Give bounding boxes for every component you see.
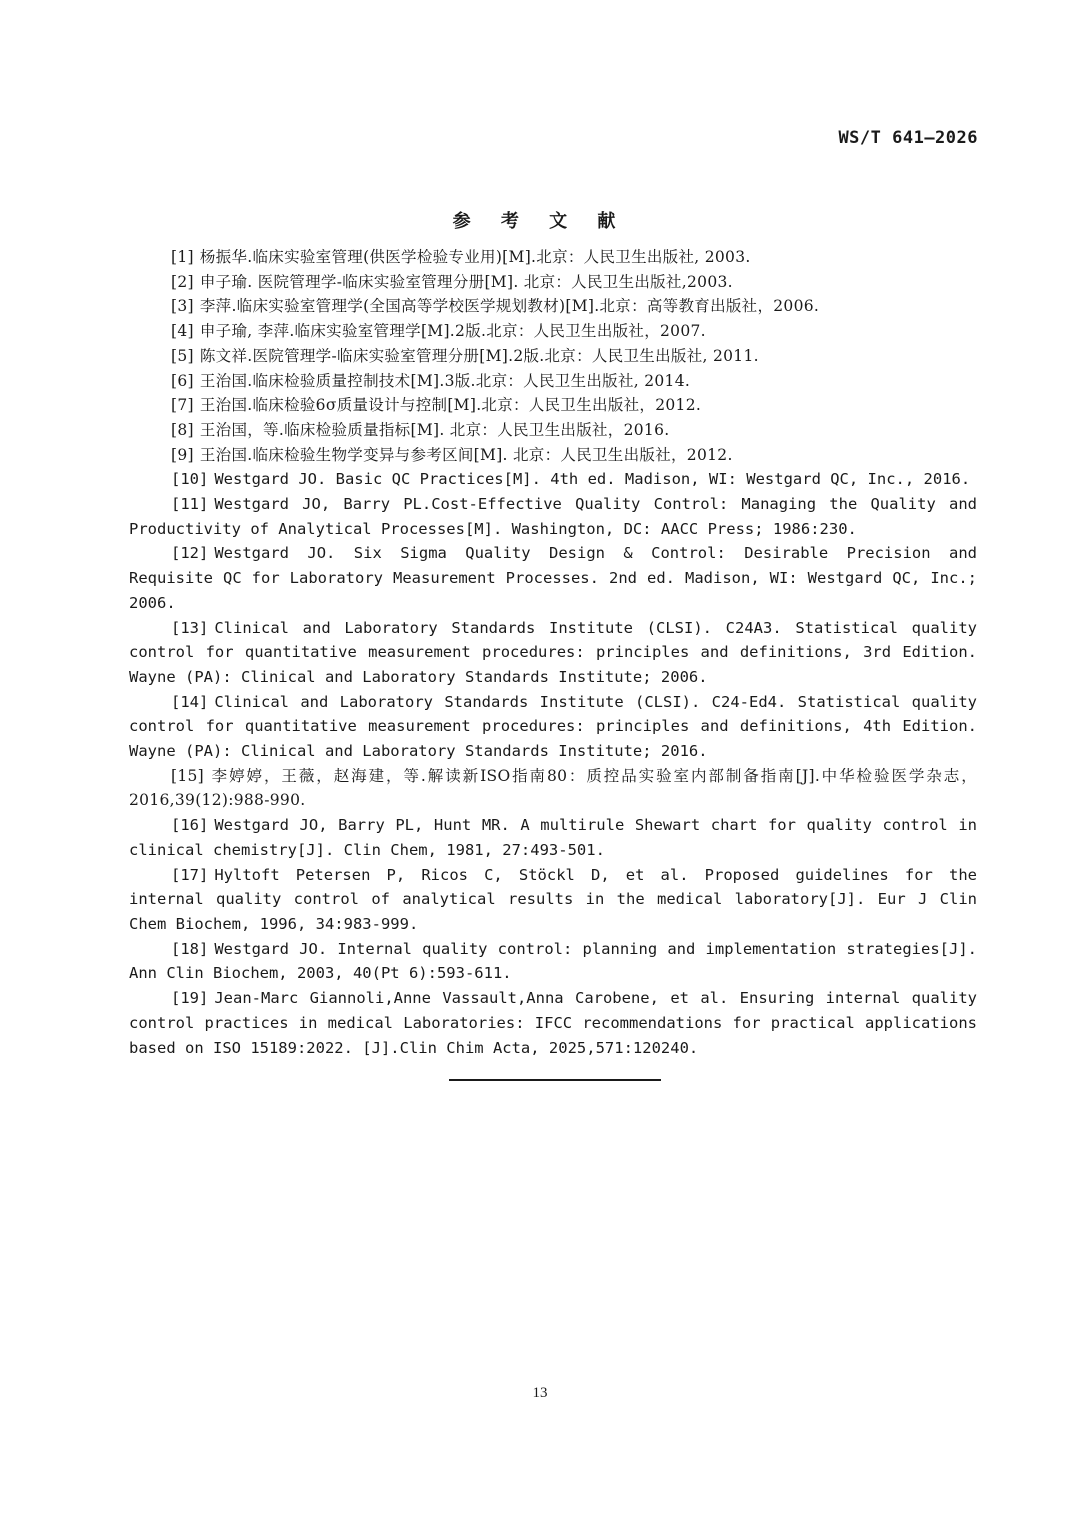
reference-item xyxy=(129,319,977,344)
standard-code: WS/T 641—2026 xyxy=(838,128,978,148)
reference-item xyxy=(129,690,977,764)
reference-label: [17] xyxy=(171,865,209,884)
reference-text: 李萍.临床实验室管理学(全国高等学校医学规划教材)[M].北京：高等教育出版社，2006. xyxy=(199,297,820,316)
reference-item xyxy=(129,344,977,369)
reference-item xyxy=(129,764,977,813)
reference-item xyxy=(129,418,977,443)
reference-item xyxy=(129,294,977,319)
reference-label: [11] xyxy=(171,495,209,514)
reference-label: [10] xyxy=(171,470,209,489)
reference-text: Westgard JO, Barry PL.Cost-Effective Quality Control: Managing the Quality and Productivity of Analytical Processes[M]. Washington, DC: AACC Press; 1986:230. xyxy=(129,495,977,538)
reference-item xyxy=(129,467,977,492)
section-title: 参 考 文 献 xyxy=(452,211,628,232)
reference-item xyxy=(129,616,977,690)
reference-label: [19] xyxy=(171,989,209,1008)
reference-text: 申子瑜. 医院管理学-临床实验室管理分册[M]. 北京：人民卫生出版社,2003. xyxy=(199,272,733,291)
reference-label: [3] xyxy=(171,297,194,316)
reference-item xyxy=(129,245,977,270)
reference-item xyxy=(129,863,977,937)
reference-item xyxy=(129,270,977,295)
reference-text: Westgard JO. Six Sigma Quality Design & Control: Desirable Precision and Requisite QC for Laboratory Measurement Processes. 2nd ed. Madison, WI: Westgard QC, Inc.; 2006. xyxy=(129,544,977,612)
reference-text: Jean-Marc Giannoli,Anne Vassault,Anna Carobene, et al. Ensuring internal quality control practices in medical Laboratories: IFCC recommendations for practical applications based on ISO 15189:2022. [J].Clin Chim Acta, 2025,571:120240. xyxy=(129,989,977,1057)
reference-label: [2] xyxy=(171,272,194,291)
reference-label: [13] xyxy=(171,618,209,637)
reference-label: [9] xyxy=(171,445,194,464)
reference-label: [12] xyxy=(171,544,209,563)
reference-label: [4] xyxy=(171,322,194,341)
reference-text: 李婷婷，王薇，赵海建，等.解读新ISO指南80：质控品实验室内部制备指南[J].中华检验医学杂志，2016,39(12):988-990. xyxy=(129,766,977,810)
reference-item xyxy=(129,393,977,418)
reference-text: 申子瑜, 李萍.临床实验室管理学[M].2版.北京：人民卫生出版社，2007. xyxy=(199,322,706,341)
reference-label: [16] xyxy=(171,816,209,835)
reference-text: 杨振华.临床实验室管理(供医学检验专业用)[M].北京：人民卫生出版社, 2003. xyxy=(199,248,751,266)
reference-label: [14] xyxy=(171,692,209,711)
reference-text: 王治国.临床检验生物学变异与参考区间[M]. 北京：人民卫生出版社，2012. xyxy=(199,445,733,464)
reference-item xyxy=(129,541,977,615)
reference-text: Westgard JO. Internal quality control: planning and implementation strategies[J]. Ann Clin Biochem, 2003, 40(Pt 6):593-611. xyxy=(129,939,977,983)
reference-label: [6] xyxy=(171,371,194,390)
end-rule xyxy=(449,1079,661,1081)
reference-text: 王治国.临床检验6σ质量设计与控制[M].北京：人民卫生出版社，2012. xyxy=(199,396,702,415)
reference-text: Westgard JO. Basic QC Practices[M]. 4th ed. Madison, WI: Westgard QC, Inc., 2016. xyxy=(214,470,971,489)
reference-label: [1] xyxy=(171,248,194,266)
reference-text: 陈文祥.医院管理学-临床实验室管理分册[M].2版.北京：人民卫生出版社, 2011. xyxy=(199,346,759,365)
reference-item xyxy=(129,986,977,1060)
reference-text: Clinical and Laboratory Standards Institute (CLSI). C24-Ed4. Statistical quality control for quantitative measurement procedures: principles and definitions, 4th Edition. Wayne (PA): Clinical and Laboratory Standards Institute; 2016. xyxy=(129,692,977,761)
reference-label: [5] xyxy=(171,346,194,365)
reference-text: 王治国.临床检验质量控制技术[M].3版.北京：人民卫生出版社, 2014. xyxy=(199,371,691,390)
reference-label: [15] xyxy=(171,766,205,785)
reference-text: Hyltoft Petersen P, Ricos C, Stöckl D, et al. Proposed guidelines for the internal quality control of analytical results in the medical laboratory[J]. Eur J Clin Chem Biochem, 1996, 34:983-999. xyxy=(129,865,977,933)
reference-item xyxy=(129,813,977,862)
reference-label: [8] xyxy=(171,420,194,439)
reference-list xyxy=(129,245,977,1060)
reference-item xyxy=(129,937,977,986)
reference-text: Westgard JO, Barry PL, Hunt MR. A multirule Shewart chart for quality control in clinical chemistry[J]. Clin Chem, 1981, 27:493-501. xyxy=(129,816,977,859)
reference-item xyxy=(129,492,977,541)
reference-text: Clinical and Laboratory Standards Institute (CLSI). C24A3. Statistical quality control for quantitative measurement procedures: principles and definitions, 3rd Edition. Wayne (PA): Clinical and Laboratory Standards Institute; 2006. xyxy=(129,618,977,686)
reference-item xyxy=(129,443,977,468)
reference-label: [7] xyxy=(171,396,194,415)
page-number: 13 xyxy=(532,1385,548,1401)
reference-label: [18] xyxy=(171,939,209,958)
reference-text: 王治国，等.临床检验质量指标[M]. 北京：人民卫生出版社，2016. xyxy=(199,420,670,439)
reference-item xyxy=(129,369,977,394)
